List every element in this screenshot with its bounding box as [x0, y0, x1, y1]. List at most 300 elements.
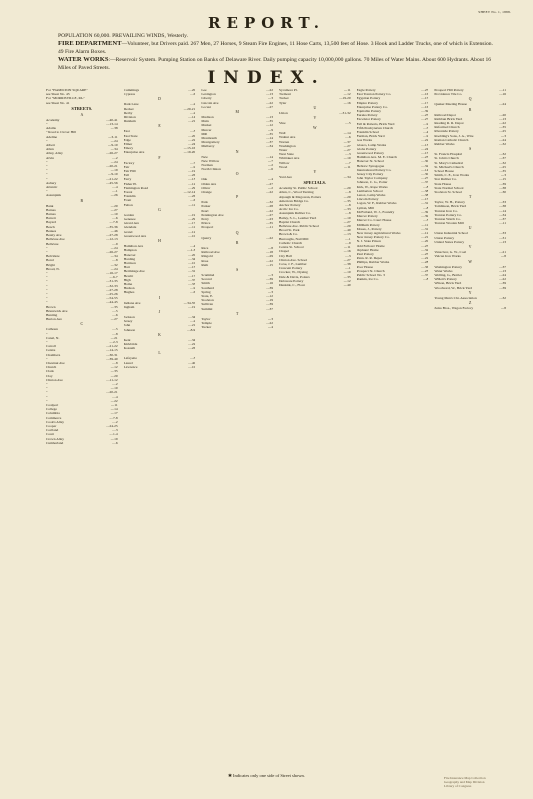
entry-sheet-number: ....27: [343, 143, 351, 148]
entry-name: Barnes: [46, 207, 56, 212]
entry-name: Public School No. 3: [356, 272, 385, 277]
entry-name: Bailey, S. L., Leather Yard: [279, 215, 317, 220]
entry-name: East State: [123, 133, 138, 138]
entry-name: Bright: [46, 262, 55, 267]
entry-name: Crown Alley: [46, 436, 64, 441]
entry-sheet-number: ....3: [500, 173, 506, 178]
entry-sheet-number: ....12: [188, 181, 196, 186]
entry-name: Crescent Pottery: [279, 266, 303, 271]
entry-sheet-number: ....8: [112, 331, 118, 336]
entry-sheet-number: ....20: [343, 224, 351, 229]
entry-sheet-number: ....2: [112, 155, 118, 160]
entry-name: Front: [123, 198, 132, 203]
entry-sheet-number: ....2: [190, 319, 196, 324]
entry-sheet-number: ....16: [421, 92, 429, 97]
entry-sheet-number: ....39: [421, 209, 429, 214]
letter-heading: Q: [235, 230, 239, 235]
entry-name: Trenton Iron Co.: [434, 208, 458, 213]
entry-sheet-number: ....35: [265, 221, 273, 226]
entry-sheet-number: ....34: [110, 147, 118, 152]
sheet-label: SHEET No. 1, 1888.: [478, 10, 511, 14]
entry-name: Rathbun Brick Yard: [434, 116, 463, 121]
entry-sheet-number: ....7: [267, 158, 273, 163]
entry-sheet-number: ....14: [265, 136, 273, 141]
entry-sheet-number: ....22: [265, 88, 273, 92]
entry-sheet-number: ....37: [498, 217, 506, 222]
entry-sheet-number: ....16: [498, 92, 506, 97]
entry-name: Taylor: [201, 316, 211, 321]
entry-sheet-number: ....37: [498, 264, 506, 269]
entry-name: New Jersey Agricultural Works: [356, 230, 401, 235]
entry-name: ": [46, 159, 48, 164]
entry-name: Clay: [46, 373, 53, 378]
entry-sheet-number: ....24: [498, 102, 506, 107]
entry-sheet-number: ....1: [345, 266, 351, 271]
entry-sheet-number: ....34-35: [183, 300, 196, 305]
letter-heading: N: [235, 149, 239, 154]
entry-sheet-number: ....25: [421, 113, 429, 118]
entry-name: Prince: [201, 221, 211, 226]
entry-sheet-number: ....26: [188, 173, 196, 178]
entry-name: Kirk, W., Rope Works: [356, 184, 388, 189]
entry-sheet-number: ....19: [188, 212, 196, 217]
entry-sheet-number: ....14: [498, 208, 506, 213]
entry-name: Market: [201, 123, 212, 128]
entry-name: Alvin: [46, 155, 54, 160]
entry-sheet-number: ....19: [110, 436, 118, 441]
entry-name: Norman: [201, 163, 213, 168]
entry-name: Barrett: [46, 216, 56, 221]
entry-name: Hanover: [123, 252, 136, 257]
entry-sheet-number: ....13: [343, 232, 351, 237]
entry-name: Kirkbride: [123, 341, 138, 346]
entry-name: ": [46, 291, 48, 296]
entry-name: United States Pottery: [434, 239, 465, 244]
entry-name: Dunham: [123, 119, 136, 124]
entry-name: Hanover St. School: [356, 159, 384, 164]
entry-sheet-number: ....12: [343, 278, 351, 283]
entry-name: Decker: [123, 106, 134, 111]
entry-name: Academy: [46, 117, 60, 122]
entry-name: Roebling's Sons, J. A., Wire: [434, 133, 474, 138]
entry-sheet-number: ....39: [421, 214, 429, 219]
entry-name: Warren: [279, 139, 290, 144]
entry-name: ": [46, 275, 48, 280]
entry-name: Olden Ave: [201, 181, 217, 186]
entry-name: Burton Ave: [46, 317, 62, 322]
index-entry: [357, 277, 429, 281]
entry-sheet-number: ....20-21: [183, 106, 196, 111]
entry-name: Cortland: [46, 428, 59, 433]
entry-sheet-number: ....4: [267, 177, 273, 182]
entry-name: Division: [123, 115, 136, 120]
entry-sheet-number: ....32: [498, 295, 506, 300]
entry-name: Summit: [201, 306, 213, 311]
entry-sheet-number: ....11: [110, 403, 118, 408]
stamp-line: Library of Congress: [444, 784, 472, 789]
entry-sheet-number: ....35: [498, 169, 506, 174]
entry-name: Logan, W. F., Rubber Works: [356, 201, 397, 206]
letter-heading: G: [158, 207, 161, 212]
entry-name: Trenton Watch Co.: [434, 217, 461, 222]
entry-name: Church: [46, 365, 57, 370]
entry-name: ": [46, 300, 48, 305]
entry-name: ": [46, 386, 48, 391]
index-entry: [434, 306, 506, 310]
entry-sheet-number: ....2: [112, 419, 118, 424]
entry-name: Pennington Ave: [201, 212, 224, 217]
entry-name: Prospect Hill Pottery: [434, 88, 464, 92]
entry-name: College: [46, 407, 57, 412]
entry-name: Grand: [123, 229, 133, 234]
entry-sheet-number: ....24: [498, 137, 506, 142]
entry-sheet-number: ....15: [498, 177, 506, 182]
entry-sheet-number: ....46: [110, 228, 118, 233]
entry-sheet-number: ....39: [265, 285, 273, 290]
entry-name: Cumberland: [46, 440, 64, 445]
entry-sheet-number: ....14: [110, 407, 118, 412]
entry-name: St. Mary's Cathedral: [434, 160, 464, 165]
entry-name: ": [46, 382, 48, 386]
entry-sheet-number: ....22: [421, 256, 429, 261]
entry-sheet-number: ....22: [188, 341, 196, 346]
letter-heading: V: [313, 116, 317, 121]
letter-heading: Y: [313, 170, 317, 175]
entry-sheet-number: ....32: [498, 142, 506, 147]
entry-sheet-number: ....1: [112, 189, 118, 194]
letter-heading: L: [158, 351, 161, 356]
entry-name: Court: [46, 432, 54, 437]
entry-sheet-number: ....3: [267, 96, 273, 101]
entry-sheet-number: ....32: [265, 200, 273, 205]
entry-name: Lawrence: [123, 364, 138, 369]
entry-name: Hamilton Ave: [123, 244, 144, 249]
entry-name: ": [46, 168, 48, 173]
entry-sheet-number: ....8: [423, 205, 429, 210]
entry-name: Gas Works: [356, 138, 372, 143]
entry-name: Jersey City Pottery: [356, 172, 384, 177]
entry-name: Ferry: [123, 177, 132, 182]
letter-heading: T: [235, 311, 239, 316]
entry-name: ": [46, 331, 48, 336]
stamp-line: Fire Insurance Map Collection: [444, 776, 486, 780]
letter-heading: U: [468, 226, 472, 231]
entry-sheet-number: ....8: [345, 211, 351, 216]
entry-sheet-number: ....19: [110, 168, 118, 173]
entry-sheet-number: ....45-56: [105, 180, 118, 185]
entry-name: Union Industrial School: [434, 231, 468, 236]
entry-name: Perry: [201, 217, 209, 222]
entry-sheet-number: ....30: [421, 172, 429, 177]
entry-name: Fell & Roberts, Brick Yard: [356, 121, 395, 126]
entry-sheet-number: ....9: [190, 164, 196, 169]
entry-name: Bellevue: [46, 241, 59, 246]
entry-name: ": [46, 339, 48, 344]
entry-name: Tucker: [201, 325, 212, 330]
entry-sheet-number: ....10: [188, 364, 196, 369]
entry-sheet-number: ....10: [110, 386, 118, 391]
entry-sheet-number: ....27: [110, 317, 118, 322]
entry-name: Wall: [279, 131, 286, 136]
entry-name: Taylor, W. H., Pottery: [434, 200, 465, 205]
letter-heading: F: [158, 155, 161, 160]
entry-sheet-number: ....20-21: [105, 164, 118, 169]
entry-name: Eagle Pottery: [356, 88, 376, 92]
letter-heading: H: [158, 239, 161, 244]
letter-heading: S: [236, 267, 239, 272]
entry-name: Jersey: [123, 319, 133, 324]
entry-name: Bayard: [46, 220, 57, 225]
entry-sheet-number: ....17: [188, 273, 196, 278]
entry-name: Beach: [46, 224, 55, 229]
letter-heading: V: [468, 245, 472, 250]
entry-name: Fulton: [123, 202, 133, 207]
entry-name: Rubber Works: [434, 142, 455, 147]
entry-sheet-number: ....11: [266, 225, 273, 230]
entry-name: Harding: [123, 256, 136, 261]
entry-sheet-number: ....3: [345, 152, 351, 157]
entry-name: Derby: [123, 110, 133, 115]
entry-name: Alley, Alley: [46, 151, 63, 156]
entry-sheet-number: ....20-21: [105, 390, 118, 395]
entry-sheet-number: ....24-25: [105, 424, 118, 429]
entry-sheet-number: ....10: [343, 156, 351, 161]
entry-name: ": [46, 283, 48, 288]
entry-name: Southard: [201, 285, 214, 290]
entry-name: Laurel: [123, 360, 133, 365]
entry-name: Tucker: [279, 96, 289, 101]
entry-name: Hart: [123, 265, 130, 270]
entry-name: Prospect St. Church: [356, 268, 385, 273]
entry-sheet-number: ....35: [265, 119, 273, 124]
entry-name: Lincoln Ave: [201, 100, 219, 105]
library-stamp: [444, 776, 526, 789]
entry-sheet-number: ....23: [421, 268, 429, 273]
entry-name: Crocker, W., Dyeing: [279, 270, 308, 275]
entry-name: Clinton Ave: [46, 377, 63, 382]
entry-name: Odd Fellows' Home: [356, 243, 385, 248]
letter-heading: U: [313, 105, 317, 110]
entry-name: Paul Pottery: [356, 251, 374, 256]
entry-name: Catholic Church: [279, 240, 303, 245]
entry-name: Fisher Pl.: [123, 181, 138, 186]
entry-name: West State: [279, 152, 294, 157]
entry-sheet-number: ....8: [345, 203, 351, 208]
entry-sheet-number: ....11: [343, 164, 351, 169]
section-heading: SPECIALS.: [303, 180, 327, 186]
entry-name: Hewitt: [123, 273, 134, 278]
entry-sheet-number: ....34: [110, 254, 118, 259]
entry-name: East: [123, 129, 130, 134]
entry-sheet-number: ....25: [421, 243, 429, 248]
letter-heading: K: [158, 332, 161, 337]
entry-sheet-number: ....35: [265, 131, 273, 136]
entry-name: Genesee: [123, 217, 136, 222]
entry-sheet-number: ....11-12: [106, 377, 118, 382]
entry-sheet-number: ....34: [343, 175, 351, 180]
index-entry: [201, 325, 273, 329]
entry-sheet-number: ....31: [421, 226, 429, 231]
entry-name: ": [46, 245, 48, 250]
entry-name: Franklin: [123, 194, 136, 199]
entry-name: Cypress: [123, 92, 135, 97]
letter-heading: B: [80, 198, 84, 203]
entry-name: Hermitage Ave: [123, 269, 145, 274]
letter-heading: Q: [468, 97, 472, 102]
entry-name: ": [46, 390, 48, 395]
population-line: [58, 33, 498, 40]
entry-name: Tyler: [279, 100, 287, 105]
entry-name: Bunting: [46, 312, 58, 317]
entry-name: Penn. R. R. Depot: [356, 256, 383, 261]
entry-name: Temple: [201, 320, 212, 325]
entry-name: Sullivan: [201, 302, 213, 307]
entry-name: John: [123, 323, 131, 328]
entry-name: Beatty Ave: [46, 233, 62, 238]
letter-heading: J: [158, 309, 161, 314]
entry-sheet-number: ....27: [421, 117, 429, 122]
letter-heading: Z: [468, 300, 472, 305]
entry-name: Kossuth: [123, 346, 136, 351]
entry-sheet-number: ....8: [112, 360, 118, 365]
entry-sheet-number: ....10: [343, 215, 351, 220]
entry-name: Hudson: [123, 286, 135, 291]
entry-sheet-number: ....3: [190, 356, 196, 361]
index-title: INDEX.: [207, 68, 326, 88]
entry-name: Mercer Co. Court House: [356, 218, 392, 223]
entry-sheet-number: ....1-4: [109, 432, 118, 437]
entry-name: Tremont: [279, 92, 291, 97]
entry-sheet-number: ....3: [500, 133, 506, 138]
entry-sheet-number: ....15: [421, 96, 429, 101]
index-column-4: [279, 88, 351, 758]
entry-sheet-number: ....2: [190, 102, 196, 107]
entry-name: Sycamore Pl.: [279, 88, 298, 92]
entry-name: Brown: [46, 304, 56, 309]
entry-name: Bellevue Ave. Public School: [279, 224, 319, 229]
entry-sheet-number: ....22: [498, 121, 506, 126]
entry-name: ": [46, 287, 48, 292]
entry-name: Greenwood Pottery: [356, 151, 384, 156]
index-column-2: [124, 88, 196, 758]
report-section: [58, 33, 498, 72]
entry-name: Bellevue Ave: [46, 237, 65, 242]
entry-name: Parker: [201, 204, 211, 209]
entry-name: State House: [434, 181, 452, 186]
entry-name: John Taylor Company: [356, 176, 388, 181]
entry-name: Lamberton School: [356, 188, 383, 193]
entry-name: N. J. State Prison: [356, 239, 381, 244]
entry-sheet-number: ....26: [110, 193, 118, 198]
entry-sheet-number: ....13: [265, 115, 273, 120]
entry-name: Railroad Ave: [201, 250, 220, 255]
entry-name: High: [123, 277, 131, 282]
entry-name: Excelsior Pottery: [356, 117, 381, 122]
entry-name: ": [46, 249, 48, 254]
entry-sheet-number: ....22: [265, 258, 273, 263]
entry-name: Main: [201, 119, 209, 124]
entry-sheet-number: ....12: [421, 230, 429, 235]
entry-name: Spring: [201, 289, 211, 294]
entry-name: ": [46, 122, 48, 127]
index-column-1: [46, 88, 118, 758]
entry-sheet-number: ....27: [265, 212, 273, 217]
entry-name: Enterprise Ave: [123, 150, 145, 155]
entry-sheet-number: ....17: [110, 411, 118, 416]
entry-sheet-number: ....37: [343, 139, 351, 144]
entry-sheet-number: ....34: [188, 337, 196, 342]
entry-name: Chambers: [46, 352, 61, 357]
entry-sheet-number: ....27: [343, 148, 351, 153]
entry-name: Providence Tile Co.: [434, 92, 463, 97]
entry-sheet-number: ....26: [188, 346, 196, 351]
entry-sheet-number: ....17: [188, 221, 196, 226]
entry-sheet-number: ....1-3: [187, 248, 196, 253]
entry-sheet-number: ....30: [498, 190, 506, 195]
entry-name: Barnes: [46, 212, 56, 217]
index-column-6: [434, 88, 506, 758]
entry-name: Ringold: [201, 254, 213, 259]
entry-sheet-number: ....24: [110, 266, 118, 271]
entry-sheet-number: ....12: [265, 123, 273, 128]
sheet-reference-note: For "HAMILTON SQUARE": [46, 88, 88, 92]
entry-sheet-number: ....8: [500, 305, 506, 310]
entry-name: Montgomery: [201, 140, 220, 145]
entry-sheet-number: ....27: [265, 181, 273, 186]
entry-sheet-number: ....34: [188, 256, 196, 261]
entry-sheet-number: ....2: [190, 110, 196, 115]
entry-name: Stockton St. School: [434, 190, 463, 195]
entry-name: ": [46, 296, 48, 301]
entry-sheet-number: ....20: [110, 373, 118, 378]
entry-sheet-number: ....13: [188, 177, 196, 182]
entry-name: Smith, C. E., Iron Works: [434, 173, 469, 178]
entry-sheet-number: ....20: [188, 88, 196, 92]
entry-sheet-number: ....10: [110, 212, 118, 217]
entry-sheet-number: ....9: [423, 134, 429, 139]
entry-name: Poor House: [356, 264, 374, 269]
entry-sheet-number: ....5: [112, 327, 118, 332]
entry-sheet-number: ....24: [421, 146, 429, 151]
entry-sheet-number: ....16: [265, 281, 273, 286]
entry-sheet-number: ....9: [345, 240, 351, 245]
entry-name: Vansciver, G. W., Coal: [434, 250, 467, 255]
entry-name: Rankin, Ice Co.: [356, 277, 379, 282]
entry-name: Lenox, Lamp Works: [356, 193, 386, 198]
entry-name: Moses, J., Pottery: [356, 226, 382, 231]
entry-sheet-number: ....40: [343, 228, 351, 233]
entry-sheet-number: ....37: [421, 272, 429, 277]
entry-sheet-number: ....6: [267, 167, 273, 172]
entry-name: Dunkirk, C., Flour: [279, 282, 305, 287]
entry-sheet-number: ....25: [498, 164, 506, 169]
entry-name: Park: [201, 200, 208, 205]
entry-sheet-number: ....31-32: [338, 110, 351, 115]
entry-name: Whittaker Ave: [279, 156, 300, 161]
entry-name: Phillips, Rubber Works: [356, 260, 390, 265]
entry-sheet-number: ....13: [498, 268, 506, 273]
entry-sheet-number: ....12: [188, 229, 196, 234]
entry-name: Oliver: [201, 185, 211, 190]
entry-sheet-number: ....6: [345, 135, 351, 140]
letter-heading: A: [80, 112, 84, 117]
entry-sheet-number: ....13: [498, 116, 506, 121]
entry-name: Coalport: [46, 403, 59, 408]
entry-sheet-number: ....8: [112, 258, 118, 263]
entry-name: Welling, G., Bottler: [434, 272, 462, 277]
entry-sheet-number: ....11: [343, 245, 351, 250]
entry-sheet-number: ....38: [343, 261, 351, 266]
